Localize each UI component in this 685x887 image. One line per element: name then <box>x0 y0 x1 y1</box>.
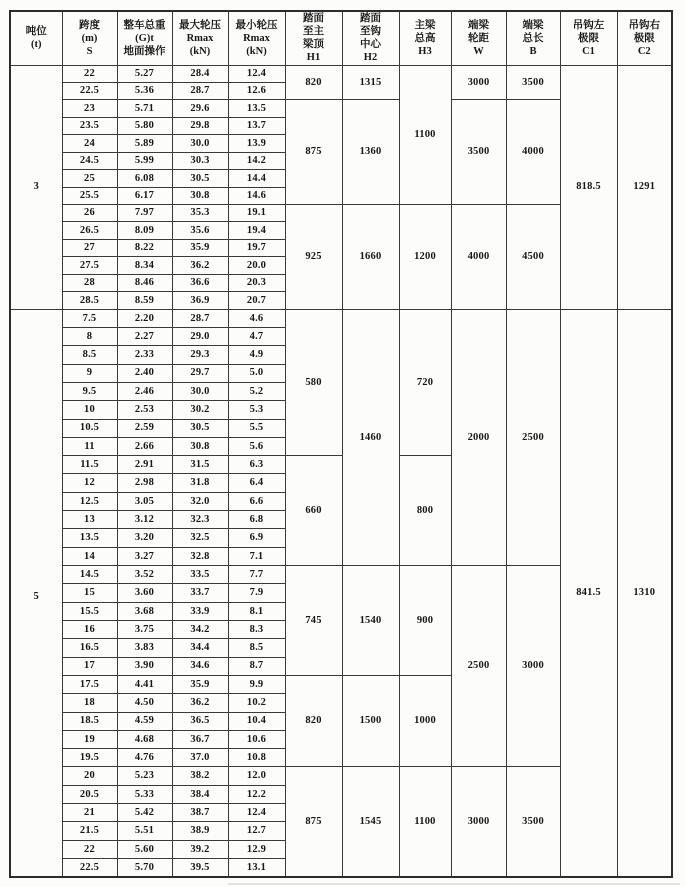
cell-rmin: 14.2 <box>228 152 285 169</box>
cell-total-weight: 2.40 <box>117 364 172 382</box>
cell-total-weight: 2.27 <box>117 327 172 345</box>
cell-total-weight: 5.42 <box>117 804 172 822</box>
cell-total-weight: 5.23 <box>117 767 172 785</box>
cell-h3: 1000 <box>399 675 451 767</box>
cell-h3: 1100 <box>399 767 451 877</box>
table-row <box>10 65 672 82</box>
cell-span: 12.5 <box>62 492 117 510</box>
cell-span: 7.5 <box>62 309 117 327</box>
cell-h3: 720 <box>399 309 451 456</box>
cell-rmin: 13.7 <box>228 117 285 134</box>
cell-span: 14 <box>62 547 117 565</box>
cell-total-weight: 8.59 <box>117 292 172 309</box>
cell-rmin: 20.7 <box>228 292 285 309</box>
cell-c1: 818.5 <box>560 65 617 309</box>
section-tonnage-3 <box>10 65 672 309</box>
cell-h2: 1360 <box>342 100 399 205</box>
cell-h1: 875 <box>285 100 342 205</box>
cell-w: 3500 <box>451 100 506 205</box>
cell-span: 22.5 <box>62 859 117 877</box>
col-header-min-wheel-load: 最小轮压 Rmax (kN) <box>228 11 285 65</box>
cell-rmax: 29.8 <box>172 117 228 134</box>
cell-rmin: 4.7 <box>228 327 285 345</box>
cell-h3: 1100 <box>399 65 451 205</box>
cell-span: 13.5 <box>62 529 117 547</box>
cell-span: 19 <box>62 730 117 748</box>
col-header-tonnage: 吨位 (t) <box>10 11 62 65</box>
cell-span: 18 <box>62 694 117 712</box>
cell-rmax: 28.4 <box>172 65 228 82</box>
cell-rmin: 12.6 <box>228 82 285 99</box>
cell-total-weight: 2.20 <box>117 309 172 327</box>
cell-rmax: 29.6 <box>172 100 228 117</box>
cell-span: 25.5 <box>62 187 117 204</box>
cell-b: 3500 <box>506 65 560 100</box>
cell-rmin: 12.2 <box>228 785 285 803</box>
cell-rmin: 7.7 <box>228 566 285 584</box>
cell-span: 27 <box>62 239 117 256</box>
cell-span: 20 <box>62 767 117 785</box>
cell-total-weight: 3.12 <box>117 511 172 529</box>
cell-rmin: 13.1 <box>228 859 285 877</box>
cell-rmax: 30.8 <box>172 187 228 204</box>
cell-rmax: 38.9 <box>172 822 228 840</box>
col-header-b: 端梁 总长 B <box>506 11 560 65</box>
cell-rmin: 5.0 <box>228 364 285 382</box>
cell-span: 28.5 <box>62 292 117 309</box>
cell-span: 26.5 <box>62 222 117 239</box>
table-row <box>10 309 672 327</box>
cell-rmax: 29.7 <box>172 364 228 382</box>
cell-span: 8 <box>62 327 117 345</box>
cell-span: 22 <box>62 840 117 858</box>
col-header-total-weight: 整车总重 (G)t 地面操作 <box>117 11 172 65</box>
cell-total-weight: 2.53 <box>117 401 172 419</box>
cell-total-weight: 5.71 <box>117 100 172 117</box>
cell-rmin: 12.4 <box>228 65 285 82</box>
cell-span: 16.5 <box>62 639 117 657</box>
cell-c1: 841.5 <box>560 309 617 877</box>
cell-total-weight: 4.59 <box>117 712 172 730</box>
cell-rmax: 29.0 <box>172 327 228 345</box>
cell-rmax: 33.7 <box>172 584 228 602</box>
cell-rmax: 36.5 <box>172 712 228 730</box>
cell-total-weight: 8.34 <box>117 257 172 274</box>
cell-rmin: 6.6 <box>228 492 285 510</box>
cell-span: 8.5 <box>62 346 117 364</box>
cell-rmax: 34.4 <box>172 639 228 657</box>
col-header-c1: 吊钩左 极限 C1 <box>560 11 617 65</box>
cell-span: 15.5 <box>62 602 117 620</box>
cell-rmax: 31.8 <box>172 474 228 492</box>
cell-rmax: 34.6 <box>172 657 228 675</box>
cell-total-weight: 4.41 <box>117 675 172 693</box>
cell-rmax: 35.3 <box>172 205 228 222</box>
cell-total-weight: 3.52 <box>117 566 172 584</box>
cell-rmax: 38.4 <box>172 785 228 803</box>
cell-rmax: 30.0 <box>172 135 228 152</box>
cell-rmax: 32.5 <box>172 529 228 547</box>
cell-rmax: 32.3 <box>172 511 228 529</box>
cell-total-weight: 3.90 <box>117 657 172 675</box>
cell-rmin: 13.5 <box>228 100 285 117</box>
cell-rmin: 14.4 <box>228 170 285 187</box>
cell-span: 21 <box>62 804 117 822</box>
cell-span: 24 <box>62 135 117 152</box>
cell-total-weight: 5.80 <box>117 117 172 134</box>
cell-rmin: 9.9 <box>228 675 285 693</box>
col-header-h2: 踏面 至钩 中心 H2 <box>342 11 399 65</box>
cell-rmax: 37.0 <box>172 749 228 767</box>
cell-rmax: 31.5 <box>172 456 228 474</box>
cell-h2: 1315 <box>342 65 399 100</box>
cell-total-weight: 3.27 <box>117 547 172 565</box>
cell-rmin: 4.6 <box>228 309 285 327</box>
cell-rmin: 13.9 <box>228 135 285 152</box>
cell-span: 10 <box>62 401 117 419</box>
cell-span: 21.5 <box>62 822 117 840</box>
crane-spec-table <box>9 10 673 878</box>
cell-total-weight: 5.60 <box>117 840 172 858</box>
cell-w: 2500 <box>451 566 506 767</box>
cell-h1: 875 <box>285 767 342 877</box>
cell-span: 16 <box>62 620 117 638</box>
cell-span: 28 <box>62 274 117 291</box>
cell-span: 26 <box>62 205 117 222</box>
cell-span: 13 <box>62 511 117 529</box>
cell-rmin: 7.9 <box>228 584 285 602</box>
cell-rmin: 14.6 <box>228 187 285 204</box>
cell-rmin: 10.6 <box>228 730 285 748</box>
cell-rmax: 35.6 <box>172 222 228 239</box>
cell-total-weight: 4.68 <box>117 730 172 748</box>
cell-b: 2500 <box>506 309 560 565</box>
cell-rmax: 28.7 <box>172 82 228 99</box>
cell-rmin: 10.8 <box>228 749 285 767</box>
scan-artifact-line <box>228 883 680 885</box>
cell-rmax: 36.6 <box>172 274 228 291</box>
cell-rmax: 36.9 <box>172 292 228 309</box>
cell-h1: 580 <box>285 309 342 456</box>
cell-rmin: 8.3 <box>228 620 285 638</box>
cell-rmin: 12.0 <box>228 767 285 785</box>
cell-span: 18.5 <box>62 712 117 730</box>
cell-tonnage: 3 <box>10 65 62 309</box>
cell-rmax: 38.7 <box>172 804 228 822</box>
cell-h1: 660 <box>285 456 342 566</box>
cell-rmax: 28.7 <box>172 309 228 327</box>
cell-span: 9 <box>62 364 117 382</box>
cell-rmax: 33.5 <box>172 566 228 584</box>
cell-rmax: 36.2 <box>172 257 228 274</box>
cell-rmax: 35.9 <box>172 239 228 256</box>
cell-span: 15 <box>62 584 117 602</box>
cell-total-weight: 5.70 <box>117 859 172 877</box>
cell-rmax: 34.2 <box>172 620 228 638</box>
cell-total-weight: 5.89 <box>117 135 172 152</box>
cell-rmax: 36.7 <box>172 730 228 748</box>
cell-total-weight: 8.09 <box>117 222 172 239</box>
cell-total-weight: 7.97 <box>117 205 172 222</box>
cell-w: 3000 <box>451 65 506 100</box>
cell-rmin: 12.9 <box>228 840 285 858</box>
cell-span: 12 <box>62 474 117 492</box>
cell-rmax: 30.5 <box>172 170 228 187</box>
cell-rmin: 5.5 <box>228 419 285 437</box>
cell-total-weight: 3.20 <box>117 529 172 547</box>
cell-span: 11.5 <box>62 456 117 474</box>
cell-rmin: 8.1 <box>228 602 285 620</box>
cell-rmin: 5.2 <box>228 382 285 400</box>
cell-rmin: 6.3 <box>228 456 285 474</box>
cell-w: 2000 <box>451 309 506 565</box>
cell-span: 11 <box>62 437 117 455</box>
cell-rmax: 32.8 <box>172 547 228 565</box>
cell-total-weight: 3.68 <box>117 602 172 620</box>
cell-span: 14.5 <box>62 566 117 584</box>
col-header-w: 端梁 轮距 W <box>451 11 506 65</box>
cell-span: 22.5 <box>62 82 117 99</box>
cell-rmin: 20.0 <box>228 257 285 274</box>
cell-rmin: 10.4 <box>228 712 285 730</box>
cell-rmax: 30.8 <box>172 437 228 455</box>
header-row <box>10 11 672 65</box>
cell-total-weight: 2.59 <box>117 419 172 437</box>
cell-b: 4500 <box>506 205 560 310</box>
cell-total-weight: 2.66 <box>117 437 172 455</box>
cell-total-weight: 3.75 <box>117 620 172 638</box>
cell-total-weight: 5.51 <box>117 822 172 840</box>
cell-span: 9.5 <box>62 382 117 400</box>
cell-rmax: 29.3 <box>172 346 228 364</box>
cell-span: 20.5 <box>62 785 117 803</box>
cell-total-weight: 3.83 <box>117 639 172 657</box>
cell-rmin: 7.1 <box>228 547 285 565</box>
cell-rmin: 4.9 <box>228 346 285 364</box>
cell-total-weight: 4.76 <box>117 749 172 767</box>
cell-h2: 1545 <box>342 767 399 877</box>
cell-total-weight: 2.98 <box>117 474 172 492</box>
cell-rmin: 12.7 <box>228 822 285 840</box>
cell-total-weight: 5.27 <box>117 65 172 82</box>
cell-span: 17.5 <box>62 675 117 693</box>
cell-rmax: 38.2 <box>172 767 228 785</box>
cell-h3: 900 <box>399 566 451 676</box>
cell-rmax: 39.2 <box>172 840 228 858</box>
cell-span: 19.5 <box>62 749 117 767</box>
cell-total-weight: 5.99 <box>117 152 172 169</box>
cell-total-weight: 5.36 <box>117 82 172 99</box>
col-header-c2: 吊钩右 极限 C2 <box>617 11 672 65</box>
cell-total-weight: 2.46 <box>117 382 172 400</box>
cell-rmin: 6.8 <box>228 511 285 529</box>
cell-total-weight: 4.50 <box>117 694 172 712</box>
cell-rmax: 30.3 <box>172 152 228 169</box>
cell-total-weight: 3.05 <box>117 492 172 510</box>
cell-rmax: 30.2 <box>172 401 228 419</box>
cell-b: 4000 <box>506 100 560 205</box>
cell-total-weight: 3.60 <box>117 584 172 602</box>
col-header-span: 跨度 (m) S <box>62 11 117 65</box>
cell-rmin: 19.1 <box>228 205 285 222</box>
cell-b: 3000 <box>506 566 560 767</box>
cell-c2: 1291 <box>617 65 672 309</box>
cell-span: 23.5 <box>62 117 117 134</box>
cell-h2: 1540 <box>342 566 399 676</box>
cell-w: 4000 <box>451 205 506 310</box>
cell-rmin: 19.4 <box>228 222 285 239</box>
cell-rmax: 39.5 <box>172 859 228 877</box>
cell-rmin: 5.3 <box>228 401 285 419</box>
cell-w: 3000 <box>451 767 506 877</box>
section-tonnage-5 <box>10 309 672 877</box>
cell-h1: 925 <box>285 205 342 310</box>
cell-h3: 800 <box>399 456 451 566</box>
cell-h1: 745 <box>285 566 342 676</box>
cell-rmin: 10.2 <box>228 694 285 712</box>
cell-h2: 1460 <box>342 309 399 565</box>
cell-h2: 1500 <box>342 675 399 767</box>
cell-rmax: 30.0 <box>172 382 228 400</box>
cell-rmax: 32.0 <box>172 492 228 510</box>
cell-h3: 1200 <box>399 205 451 310</box>
cell-rmin: 20.3 <box>228 274 285 291</box>
cell-span: 27.5 <box>62 257 117 274</box>
cell-rmin: 6.4 <box>228 474 285 492</box>
cell-rmin: 12.4 <box>228 804 285 822</box>
cell-h1: 820 <box>285 65 342 100</box>
cell-total-weight: 6.08 <box>117 170 172 187</box>
cell-total-weight: 8.46 <box>117 274 172 291</box>
cell-rmin: 6.9 <box>228 529 285 547</box>
cell-b: 3500 <box>506 767 560 877</box>
col-header-h1: 踏面 至主 梁顶 H1 <box>285 11 342 65</box>
cell-h2: 1660 <box>342 205 399 310</box>
cell-rmin: 8.7 <box>228 657 285 675</box>
cell-span: 23 <box>62 100 117 117</box>
cell-span: 10.5 <box>62 419 117 437</box>
cell-tonnage: 5 <box>10 309 62 877</box>
cell-h1: 820 <box>285 675 342 767</box>
cell-span: 24.5 <box>62 152 117 169</box>
cell-total-weight: 2.33 <box>117 346 172 364</box>
cell-rmin: 5.6 <box>228 437 285 455</box>
cell-total-weight: 6.17 <box>117 187 172 204</box>
cell-rmin: 19.7 <box>228 239 285 256</box>
cell-rmax: 35.9 <box>172 675 228 693</box>
cell-total-weight: 5.33 <box>117 785 172 803</box>
cell-total-weight: 8.22 <box>117 239 172 256</box>
cell-rmax: 33.9 <box>172 602 228 620</box>
cell-span: 17 <box>62 657 117 675</box>
cell-rmax: 36.2 <box>172 694 228 712</box>
cell-span: 25 <box>62 170 117 187</box>
cell-span: 22 <box>62 65 117 82</box>
table-header <box>10 11 672 65</box>
cell-rmin: 8.5 <box>228 639 285 657</box>
cell-rmax: 30.5 <box>172 419 228 437</box>
cell-c2: 1310 <box>617 309 672 877</box>
cell-total-weight: 2.91 <box>117 456 172 474</box>
col-header-max-wheel-load: 最大轮压 Rmax (kN) <box>172 11 228 65</box>
col-header-h3: 主梁 总高 H3 <box>399 11 451 65</box>
